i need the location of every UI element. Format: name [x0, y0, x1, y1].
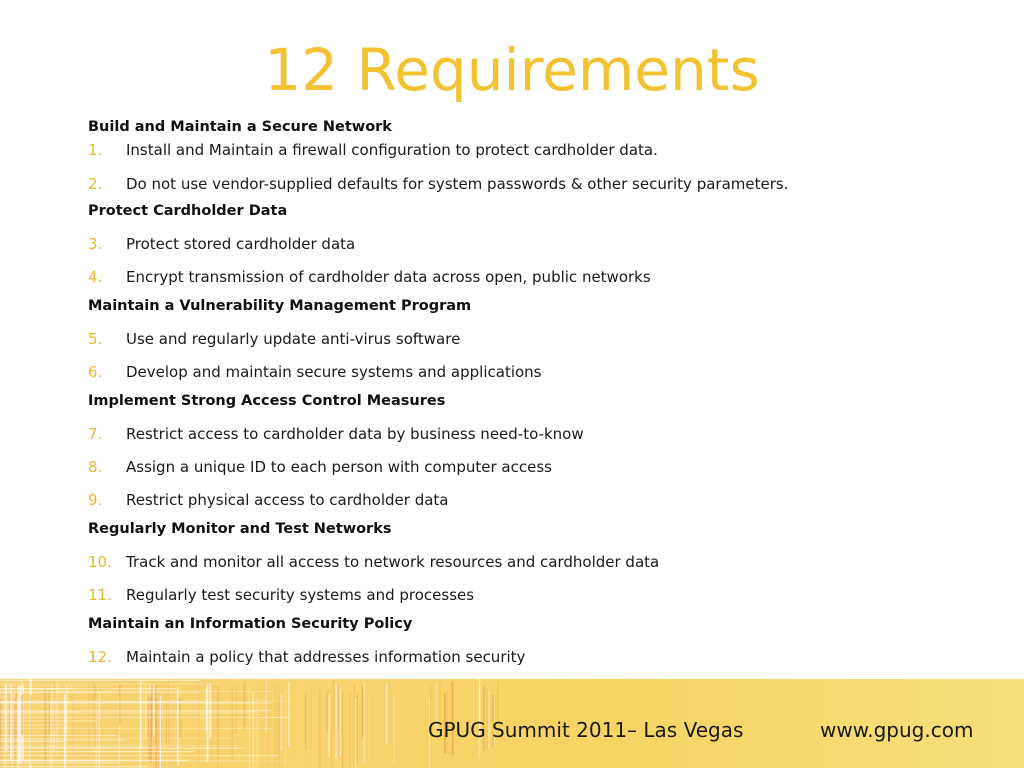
section-heading: Implement Strong Access Control Measures [88, 393, 446, 409]
requirement-number: 12. [88, 648, 112, 666]
requirement-number: 4. [88, 268, 103, 286]
requirement-item [88, 647, 988, 667]
requirement-number: 6. [88, 363, 103, 381]
page-title: 12 Requirements [264, 36, 760, 104]
requirement-number: 9. [88, 491, 103, 509]
requirement-item [88, 362, 988, 382]
section-heading: Protect Cardholder Data [88, 203, 288, 219]
requirement-number: 2. [88, 175, 103, 193]
requirement-text: Do not use vendor-supplied defaults for system passwords & other security parameters. [126, 175, 789, 193]
requirement-item [88, 457, 988, 477]
requirement-number: 11. [88, 586, 112, 604]
requirement-text: Encrypt transmission of cardholder data across open, public networks [126, 268, 651, 286]
requirement-item [88, 140, 988, 160]
section-heading: Maintain an Information Security Policy [88, 616, 413, 632]
website-link[interactable]: www.gpug.com [820, 718, 974, 742]
requirement-number: 3. [88, 235, 103, 253]
section-heading: Regularly Monitor and Test Networks [88, 521, 392, 537]
requirement-number: 5. [88, 330, 103, 348]
requirement-text: Protect stored cardholder data [126, 235, 356, 253]
requirement-item [88, 174, 988, 194]
requirement-item [88, 267, 988, 287]
requirement-item [88, 329, 988, 349]
requirement-text: Restrict physical access to cardholder data [126, 491, 449, 509]
requirement-text: Use and regularly update anti-virus software [126, 330, 461, 348]
requirements-list [88, 117, 988, 667]
requirement-item [88, 490, 988, 510]
requirement-text: Assign a unique ID to each person with computer access [126, 458, 552, 476]
requirement-number: 1. [88, 141, 103, 159]
requirement-item [88, 585, 988, 605]
requirement-text: Develop and maintain secure systems and applications [126, 363, 542, 381]
requirement-item [88, 424, 988, 444]
requirement-number: 10. [88, 553, 112, 571]
requirement-item [88, 552, 988, 572]
requirement-number: 7. [88, 425, 103, 443]
requirement-text: Track and monitor all access to network resources and cardholder data [126, 553, 660, 571]
event-name: GPUG Summit 2011– Las Vegas [428, 718, 744, 742]
requirement-number: 8. [88, 458, 103, 476]
requirement-text: Restrict access to cardholder data by business need-to-know [126, 425, 584, 443]
requirement-text: Maintain a policy that addresses information security [126, 648, 526, 666]
requirement-text: Regularly test security systems and processes [126, 586, 475, 604]
section-heading: Build and Maintain a Secure Network [88, 119, 392, 135]
section-heading: Maintain a Vulnerability Management Program [88, 298, 472, 314]
requirement-item [88, 234, 988, 254]
requirement-text: Install and Maintain a firewall configuration to protect cardholder data. [126, 141, 658, 159]
